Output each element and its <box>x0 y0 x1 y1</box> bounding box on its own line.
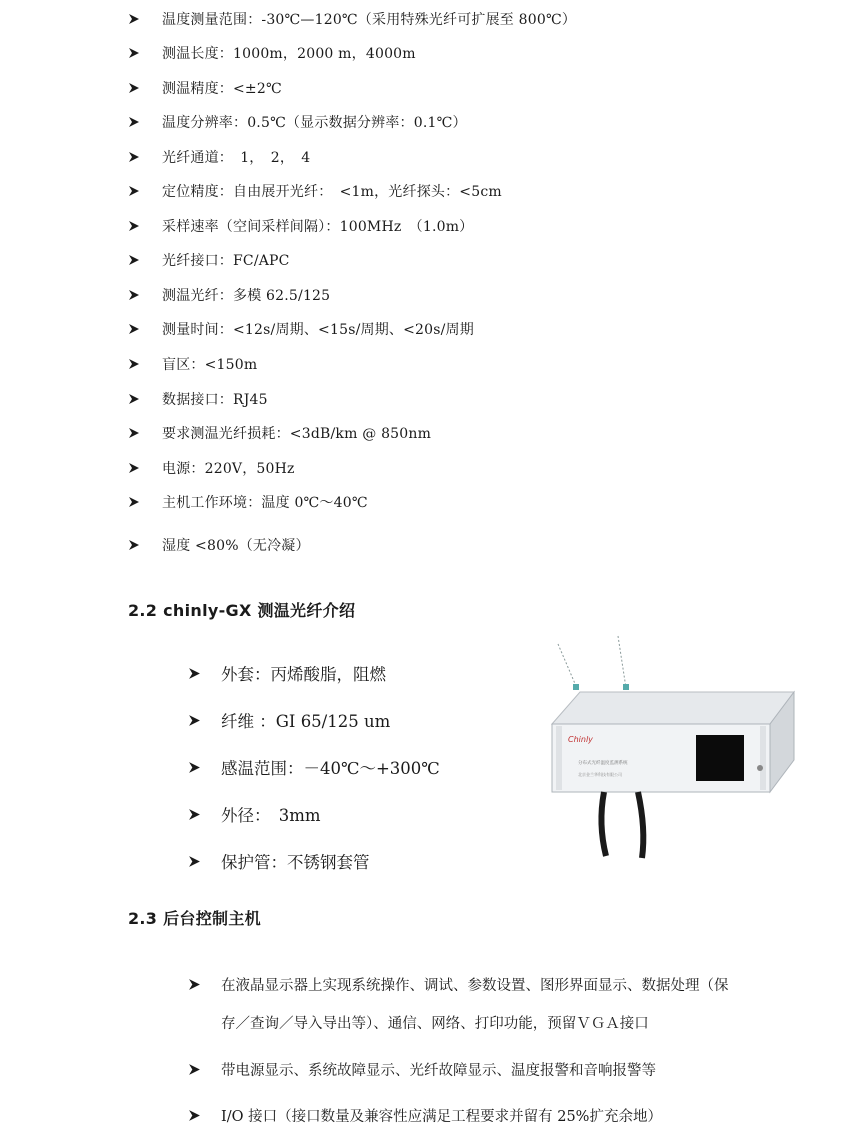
spec-text: 要求测温光纤损耗：<3dB/km @ 850nm <box>162 426 432 442</box>
arrow-bullet-icon <box>188 1109 201 1122</box>
spec-item <box>128 75 282 101</box>
device-photo <box>546 634 796 864</box>
host-feature-item <box>188 1105 662 1126</box>
fiber-spec-item <box>188 752 440 782</box>
host-feature-text: 带电源显示、系统故障显示、光纤故障显示、温度报警和音响报警等 <box>221 1063 656 1079</box>
spec-item <box>128 420 431 446</box>
arrow-bullet-icon <box>188 714 201 727</box>
spec-text: 数据接口：RJ45 <box>162 392 268 408</box>
arrow-bullet-icon <box>128 427 140 439</box>
spec-item <box>128 455 295 481</box>
spec-item <box>128 282 330 308</box>
spec-item <box>128 351 257 377</box>
fiber-spec-text: 保护管：不锈钢套管 <box>221 853 370 872</box>
device-panel-label: 分布式光纤温度监测系统 <box>578 761 628 766</box>
spec-text: 测量时间：<12s/周期、<15s/周期、<20s/周期 <box>162 322 474 338</box>
arrow-bullet-icon <box>188 1063 201 1076</box>
arrow-bullet-icon <box>188 978 201 991</box>
device-brand-logo: Chinly <box>568 735 593 744</box>
spec-text: 测温精度：<±2℃ <box>162 81 282 97</box>
spec-text: 温度分辨率：0.5℃（显示数据分辨率：0.1℃） <box>162 115 467 131</box>
spec-item <box>128 6 576 32</box>
arrow-bullet-icon <box>188 761 201 774</box>
arrow-bullet-icon <box>128 151 140 163</box>
arrow-bullet-icon <box>128 254 140 266</box>
arrow-bullet-icon <box>188 855 201 868</box>
spec-item <box>128 489 368 515</box>
arrow-bullet-icon <box>128 462 140 474</box>
arrow-bullet-icon <box>128 220 140 232</box>
device-panel-sublabel: 北京金兰华科技有限公司 <box>578 772 622 777</box>
section-title-2-3: 2.3 后台控制主机 <box>128 909 261 928</box>
spec-text: 测温长度：1000m，2000 m，4000m <box>162 46 416 62</box>
fiber-spec-item <box>188 846 370 876</box>
spec-item <box>128 386 268 412</box>
spec-item <box>128 213 473 239</box>
spec-text: 测温光纤：多模 62.5/125 <box>162 288 331 304</box>
arrow-bullet-icon <box>128 116 140 128</box>
arrow-bullet-icon <box>128 323 140 335</box>
host-feature-text: I/O 接口（接口数量及兼容性应满足工程要求并留有 25%扩充余地） <box>221 1109 662 1125</box>
host-feature-item <box>188 974 729 995</box>
spec-text: 温度测量范围：-30℃—120℃（采用特殊光纤可扩展至 800℃） <box>162 12 577 28</box>
arrow-bullet-icon <box>128 358 140 370</box>
spec-text: 湿度 <80%（无冷凝） <box>162 538 310 554</box>
arrow-bullet-icon <box>128 13 140 25</box>
arrow-bullet-icon <box>128 47 140 59</box>
arrow-bullet-icon <box>128 539 140 551</box>
spec-item <box>128 178 502 204</box>
spec-item <box>128 316 474 342</box>
device-screen <box>696 735 744 781</box>
host-feature-text: 在液晶显示器上实现系统操作、调试、参数设置、图形界面显示、数据处理（保 <box>221 978 729 994</box>
spec-text: 采样速率（空间采样间隔）：100MHz （1.0m） <box>162 219 474 235</box>
fiber-spec-item <box>188 658 386 688</box>
fiber-spec-item <box>188 705 390 735</box>
arrow-bullet-icon <box>128 82 140 94</box>
spec-text: 光纤通道： 1， 2， 4 <box>162 150 311 166</box>
spec-item <box>128 109 467 135</box>
arrow-bullet-icon <box>128 289 140 301</box>
section-title-2-2: 2.2 chinly-GX 测温光纤介绍 <box>128 601 356 620</box>
spec-text: 盲区：<150m <box>162 357 258 373</box>
arrow-bullet-icon <box>128 496 140 508</box>
fiber-spec-text: 感温范围：－40℃～+300℃ <box>221 759 440 778</box>
arrow-bullet-icon <box>128 185 140 197</box>
spec-text: 电源：220V，50Hz <box>162 461 295 477</box>
arrow-bullet-icon <box>128 393 140 405</box>
host-feature-text-cont: 存／查询／导入导出等）、通信、网络、打印功能，预留ＶＧＡ接口 <box>221 1016 649 1032</box>
fiber-spec-text: 纤维 ：GI 65/125 um <box>221 712 391 731</box>
spec-text: 定位精度：自由展开光纤： <1m，光纤探头：<5cm <box>162 184 502 200</box>
spec-item <box>128 40 416 66</box>
spec-item <box>128 247 290 273</box>
arrow-bullet-icon <box>188 808 201 821</box>
host-feature-item <box>188 1059 656 1080</box>
spec-text: 主机工作环境：温度 0℃～40℃ <box>162 495 368 511</box>
fiber-spec-text: 外径： 3mm <box>221 806 321 825</box>
fiber-spec-text: 外套：丙烯酸脂，阻燃 <box>221 665 386 684</box>
arrow-bullet-icon <box>188 667 201 680</box>
spec-item <box>128 532 310 558</box>
fiber-spec-item <box>188 799 321 829</box>
spec-text: 光纤接口：FC/APC <box>162 253 290 269</box>
spec-item <box>128 144 310 170</box>
